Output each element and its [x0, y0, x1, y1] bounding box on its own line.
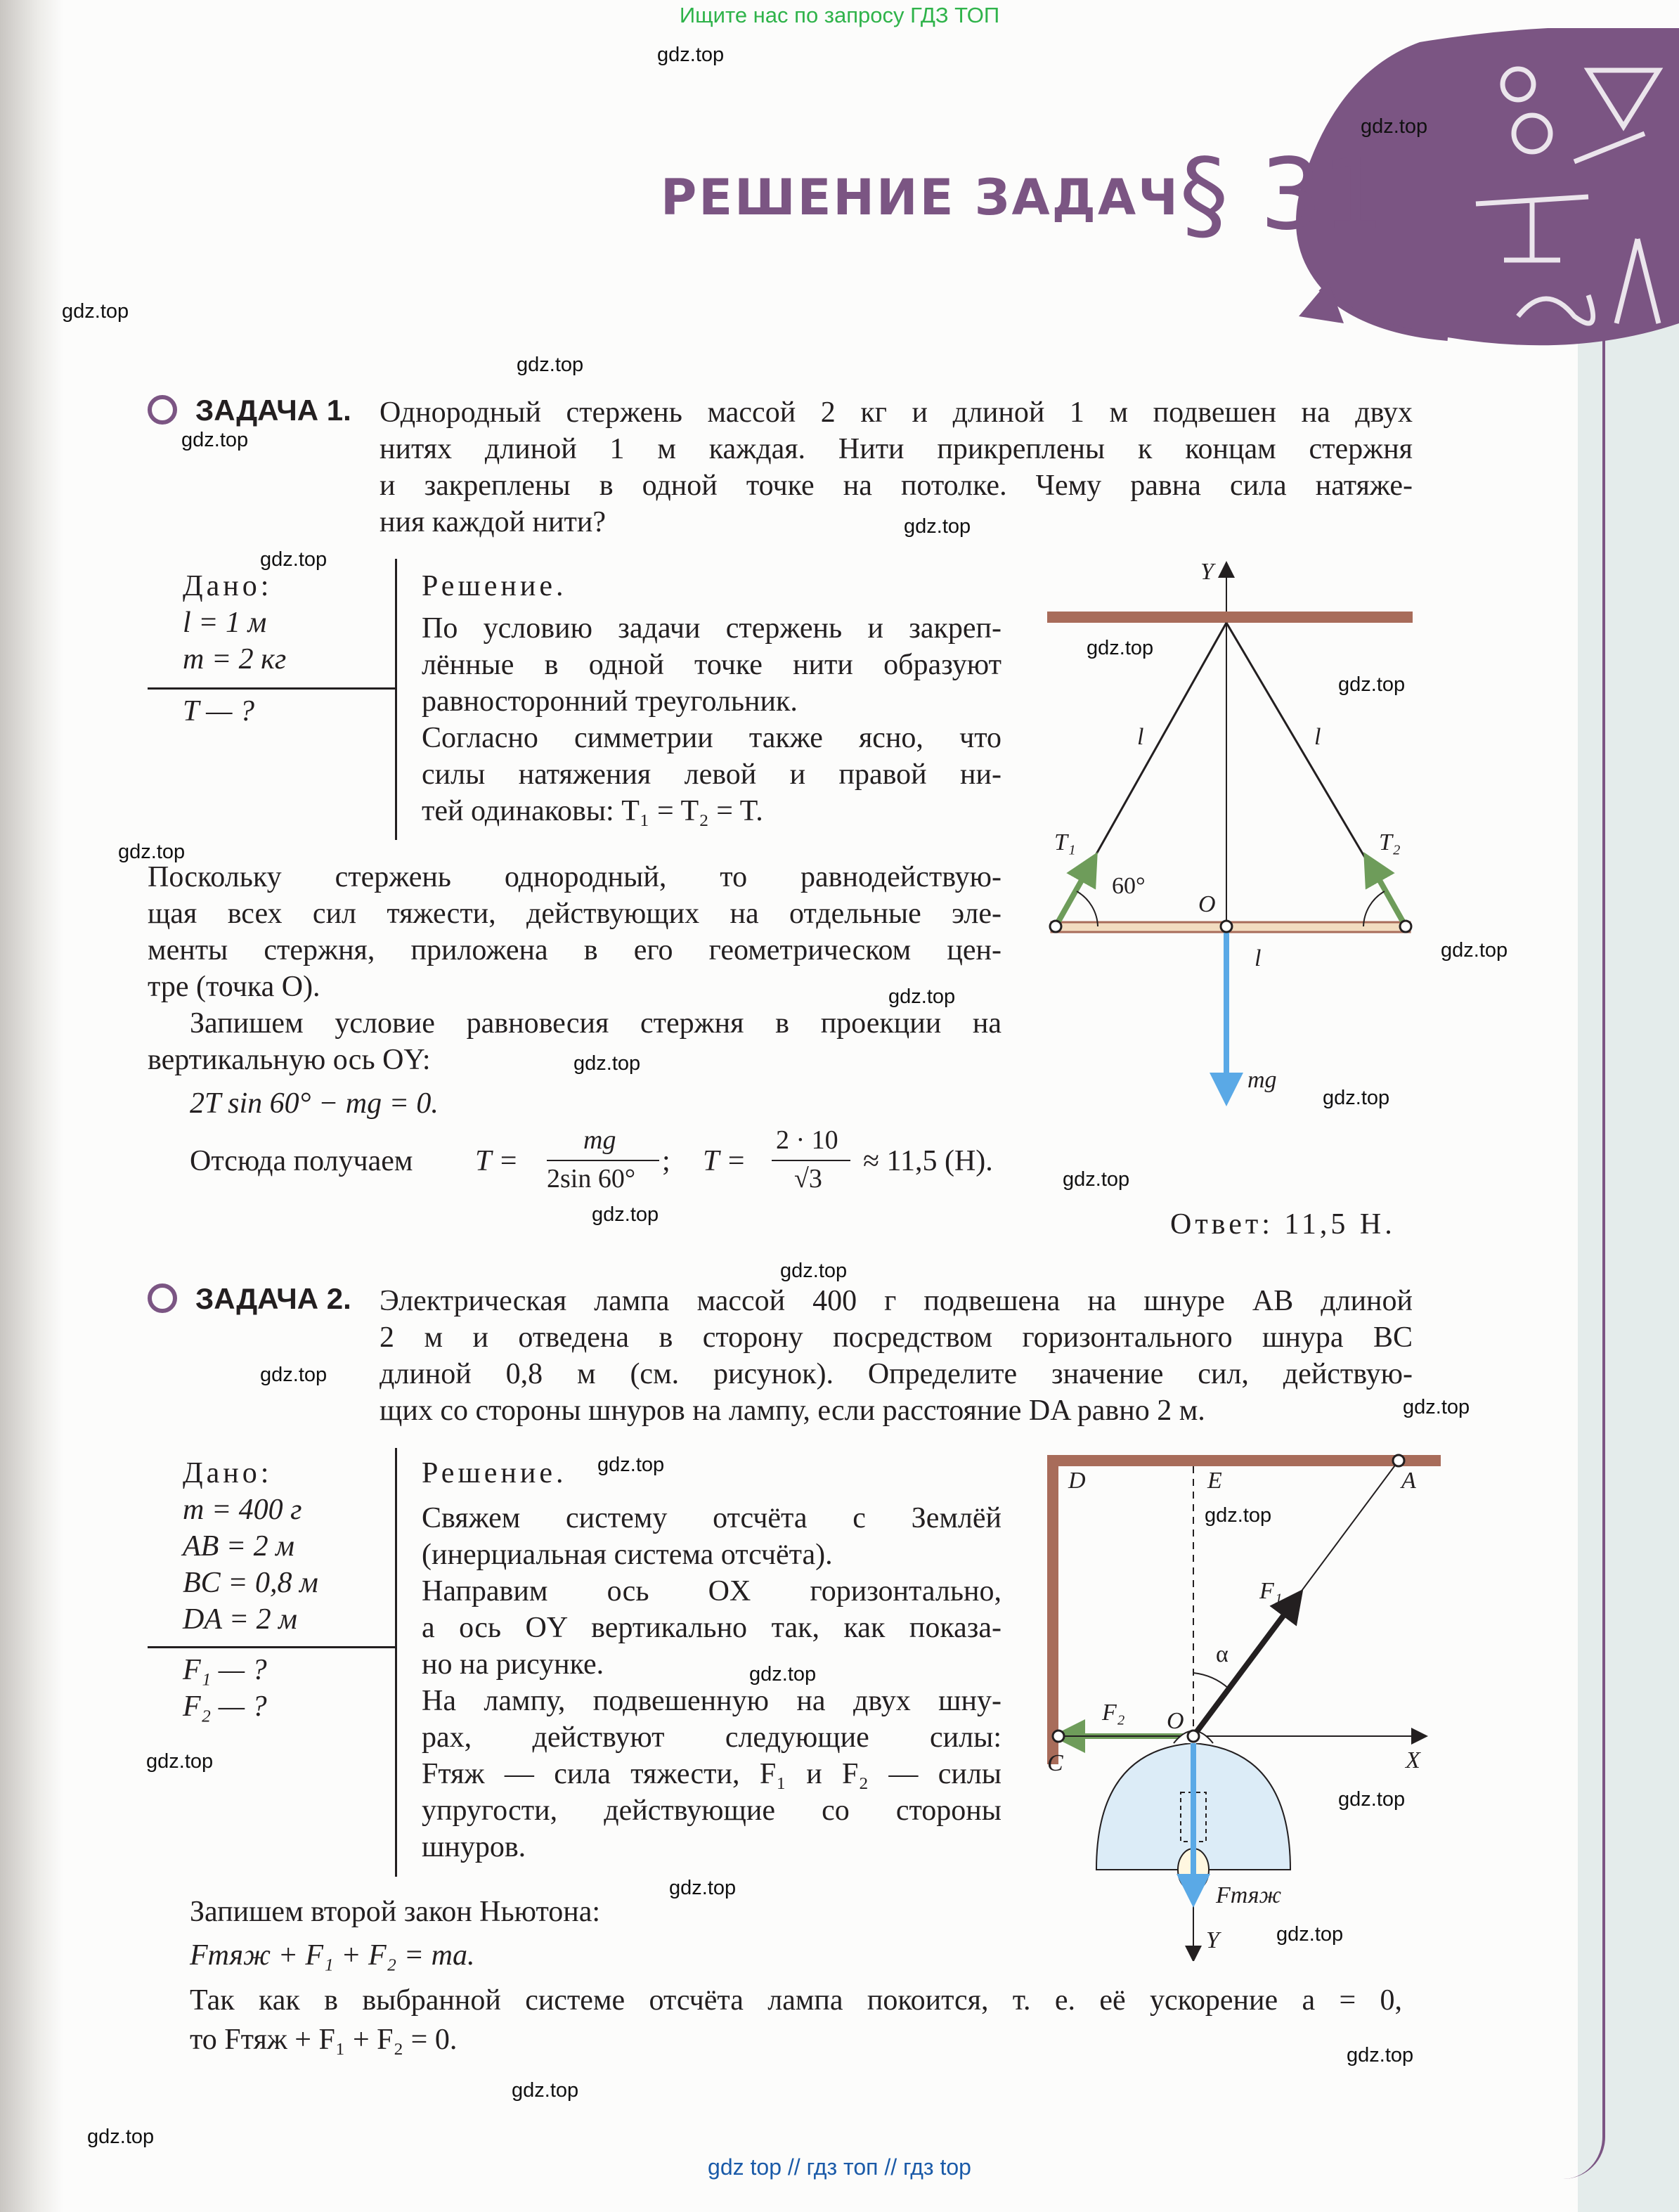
watermark: gdz.top [1361, 115, 1428, 138]
equation-lhs: T = [703, 1145, 746, 1177]
watermark: gdz.top [146, 1750, 214, 1773]
watermark: gdz.top [904, 515, 971, 538]
watermark: gdz.top [1087, 637, 1154, 659]
equation: то Fтяж + F₁ + F₂ = 0. [190, 2024, 458, 2056]
text-line: Запишем второй закон Ньютона: [190, 1896, 601, 1928]
alpha-arc [1193, 1673, 1229, 1688]
alpha-label: α [1216, 1641, 1229, 1667]
fraction-numerator: mg [583, 1125, 616, 1155]
task-marker-icon [148, 395, 177, 425]
watermark: gdz.top [573, 1052, 641, 1075]
watermark: gdz.top [888, 985, 956, 1008]
solution-line: Направим ось OX горизонтально, [422, 1575, 1001, 1608]
f1-label: F₁ [1259, 1578, 1283, 1604]
f2-label: F₂ [1102, 1700, 1125, 1726]
fraction-denominator: 2sin 60° [547, 1164, 636, 1194]
solution-line: но на рисунке. [422, 1648, 604, 1681]
point-c-label: C [1047, 1750, 1063, 1776]
task-marker-icon [148, 1283, 177, 1313]
t2-label: T₂ [1379, 829, 1401, 855]
given-item: l = 1 м [183, 607, 267, 639]
given-separator [395, 559, 397, 840]
watermark: gdz.top [1338, 1788, 1406, 1811]
watermark: gdz.top [1347, 2044, 1414, 2067]
watermark: gdz.top [597, 1454, 665, 1476]
given-item: DA = 2 м [183, 1603, 297, 1636]
watermark: gdz.top [87, 2126, 155, 2148]
text-line: щая всех сил тяжести, действующих на отдельные эле- [148, 898, 1001, 930]
task2-heading: ЗАДАЧА 2. [195, 1282, 351, 1315]
footer-links[interactable]: gdz top // гдз топ // гдз top [708, 2154, 971, 2180]
rod-end-left [1050, 921, 1061, 932]
watermark: gdz.top [1441, 939, 1508, 962]
t1-label: T₁ [1054, 829, 1076, 855]
watermark: gdz.top [118, 841, 186, 863]
watermark: gdz.top [260, 548, 328, 571]
solution-line: (инерциальная система отсчёта). [422, 1539, 833, 1571]
solution-line: тей одинаковы: T₁ = T₂ = T. [422, 795, 763, 827]
find-item: T — ? [183, 695, 254, 727]
equation: Fтяж + F₁ + F₂ = ma. [190, 1939, 475, 1972]
solution-line: Fтяж — сила тяжести, F₁ и F₂ — силы [422, 1758, 1001, 1790]
watermark: gdz.top [669, 1877, 737, 1899]
separator: ; [662, 1145, 670, 1177]
text-line: менты стержня, приложена в его геометрическом цен- [148, 934, 1001, 966]
equation-result: ≈ 11,5 (Н). [863, 1145, 993, 1177]
find-item: F₂ — ? [183, 1690, 267, 1723]
watermark: gdz.top [1205, 1504, 1272, 1527]
given-item: m = 400 г [183, 1494, 302, 1526]
watermark: gdz.top [592, 1203, 659, 1226]
wall [1047, 1455, 1058, 1764]
ceiling [1047, 612, 1413, 623]
task1-statement-line: и закреплены в одной точке на потолке. Чему равна сила натяже- [380, 470, 1413, 502]
watermark: gdz.top [260, 1364, 328, 1386]
task2-statement-line: щих со стороны шнуров на лампу, если расстояние DA равно 2 м. [380, 1395, 1205, 1427]
equation: 2T sin 60° − mg = 0. [190, 1087, 439, 1120]
point-a-label: A [1401, 1468, 1416, 1494]
given-item: BC = 0,8 м [183, 1567, 318, 1599]
fraction-denominator: √3 [794, 1164, 822, 1194]
equation-prefix: Отсюда получаем [190, 1145, 413, 1177]
given-title: Дано: [183, 570, 273, 602]
watermark: gdz.top [62, 300, 129, 323]
watermark: gdz.top [1323, 1087, 1390, 1109]
solution-line: Согласно симметрии также ясно, что [422, 722, 1001, 754]
task1-statement-line: Однородный стержень массой 2 кг и длиной 1 м подвешен на двух [380, 396, 1413, 429]
given-divider [148, 1646, 397, 1648]
solution-line: а ось OY вертикально так, как показа- [422, 1612, 1001, 1644]
text-line: Поскольку стержень однородный, то равнодействую- [148, 861, 1001, 893]
mg-label: mg [1247, 1067, 1277, 1093]
page-binding-shadow [0, 0, 63, 2212]
thread-label: l [1314, 724, 1321, 750]
page-title: РЕШЕНИЕ ЗАДАЧ [661, 169, 1180, 226]
task1-heading: ЗАДАЧА 1. [195, 394, 351, 427]
task2-statement-line: Электрическая лампа массой 400 г подвешена на шнуре AB длиной [380, 1285, 1413, 1317]
given-title: Дано: [183, 1457, 273, 1489]
point-o [1188, 1731, 1199, 1742]
point-c [1053, 1731, 1064, 1742]
solution-line: По условию задачи стержень и закреп- [422, 612, 1001, 645]
point-o-label: O [1167, 1708, 1184, 1734]
answer: Ответ: 11,5 Н. [1170, 1208, 1396, 1241]
text-line: Так как в выбранной системе отсчёта лампа покоится, т. е. её ускорение a = 0, [190, 1984, 1402, 2017]
watermark: gdz.top [517, 354, 584, 376]
section-number: § 31 [1179, 138, 1385, 252]
text-line: вертикальную ось OY: [148, 1044, 431, 1076]
side-border [1462, 253, 1605, 2179]
fraction-bar [772, 1160, 850, 1161]
solution-title: Решение. [422, 1457, 567, 1489]
rod-end-right [1400, 921, 1411, 932]
y-axis-label: Y [1206, 1927, 1219, 1953]
thread-label: l [1137, 724, 1144, 750]
angle-label: 60° [1112, 873, 1146, 899]
fraction-numerator: 2 · 10 [776, 1125, 838, 1155]
point-e-label: E [1207, 1468, 1222, 1494]
ceiling [1047, 1455, 1441, 1466]
given-separator [395, 1448, 397, 1877]
watermark: gdz.top [657, 44, 725, 66]
rod-length-label: l [1255, 945, 1262, 971]
watermark: gdz.top [1063, 1168, 1130, 1191]
watermark: gdz.top [1403, 1396, 1470, 1418]
solution-line: На лампу, подвешенную на двух шну- [422, 1685, 1001, 1717]
solution-line: Свяжем систему отсчёта с Землёй [422, 1502, 1001, 1534]
point-d-label: D [1068, 1468, 1086, 1494]
text-line: тре (точка O). [148, 971, 320, 1003]
solution-title: Решение. [422, 570, 567, 602]
watermark: gdz.top [1276, 1923, 1344, 1946]
given-item: m = 2 кг [183, 643, 287, 675]
center-label: O [1198, 891, 1216, 917]
find-item: F₁ — ? [183, 1654, 267, 1686]
watermark: gdz.top [1338, 673, 1406, 696]
task1-statement-line: нитях длиной 1 м каждая. Нити прикреплены к концам стержня [380, 433, 1413, 465]
f1-arrow [1193, 1603, 1293, 1736]
solution-line: рах, действуют следующие силы: [422, 1721, 1001, 1754]
point-a [1393, 1455, 1404, 1466]
task2-statement-line: длиной 0,8 м (см. рисунок). Определите значение сил, действую- [380, 1358, 1413, 1390]
text-line: Запишем условие равновесия стержня в проекции на [190, 1007, 1001, 1040]
solution-line: силы натяжения левой и правой ни- [422, 758, 1001, 791]
given-divider [148, 687, 397, 690]
watermark: gdz.top [749, 1663, 817, 1686]
solution-line: лённые в одной точке нити образуют [422, 649, 1001, 681]
solution-line: равносторонний треугольник. [422, 685, 798, 718]
task2-statement-line: 2 м и отведена в сторону посредством горизонтального шнура BC [380, 1321, 1413, 1354]
equation-lhs: T = [475, 1145, 519, 1177]
solution-line: шнуров. [422, 1831, 526, 1863]
solution-line: упругости, действующие со стороны [422, 1794, 1001, 1827]
fraction-bar [547, 1160, 659, 1161]
watermark: gdz.top [181, 429, 249, 451]
watermark: gdz.top [512, 2079, 579, 2102]
y-axis-label: Y [1200, 559, 1214, 585]
search-banner[interactable]: Ищите нас по запросу ГДЗ ТОП [679, 3, 1000, 27]
rod-center [1221, 921, 1232, 932]
given-item: AB = 2 м [183, 1530, 294, 1563]
task1-statement-line: ния каждой нити? [380, 506, 606, 538]
watermark: gdz.top [780, 1260, 848, 1282]
x-axis-label: X [1406, 1747, 1420, 1773]
gravity-label: Fтяж [1216, 1882, 1282, 1908]
